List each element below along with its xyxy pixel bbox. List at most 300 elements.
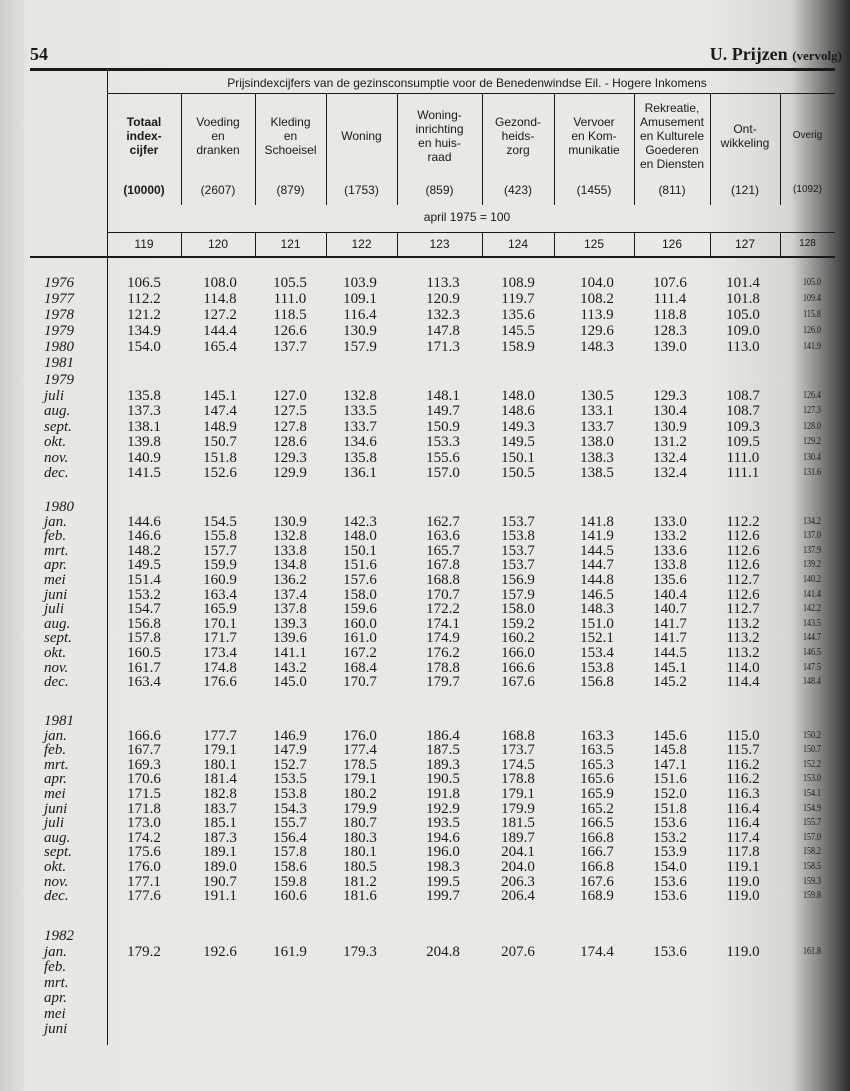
table-cell: 163.4 [203,586,237,603]
table-cell: 137.7 [273,339,307,355]
table-cell: 144.7 [803,632,821,644]
table-cell: 140.9 [127,449,161,466]
table-cell: 174.4 [580,943,614,960]
column-header-line: dranken [196,143,240,157]
table-cell: 161.0 [343,630,377,647]
table-cell: 151.6 [653,771,687,788]
table-cell: 147.9 [273,742,307,759]
table-cell: 151.8 [653,800,687,817]
table-cell: 133.0 [653,513,687,530]
table-cell: 147.1 [653,756,687,773]
table-cell: 163.4 [127,674,161,691]
table-cell: 129.3 [653,387,687,404]
table-cell: 166.0 [501,645,535,661]
row-label: dec. [44,674,69,691]
table-cell: 174.9 [426,630,460,647]
table-cell: 176.0 [343,727,377,744]
table-cell: 192.9 [426,800,460,817]
table-cell: 108.7 [726,387,760,404]
table-cell: 173.7 [501,742,535,759]
row-label: 1976 [44,275,74,291]
row-label: jan. [44,727,67,744]
column-header-line: Gezond- [494,115,542,129]
column-weight: (811) [658,183,686,197]
table-cell: 131.6 [803,467,821,478]
row-label: dec. [44,465,69,481]
table-cell: 148.3 [580,601,614,618]
table-cell: 129.9 [273,465,307,481]
row-label: mrt. [44,756,69,773]
table-cell: 140.7 [653,601,687,618]
table-cell: 170.1 [203,615,237,632]
table-cell: 135.8 [127,387,161,404]
table-cell: 147.4 [203,403,237,419]
table-cell: 180.2 [343,786,377,802]
table-cell: 161.9 [273,943,307,960]
row-label: dec. [44,888,69,905]
table-cell: 153.6 [653,888,687,905]
table-cell: 185.1 [203,815,237,832]
table-cell: 160.5 [127,645,161,661]
table-cell: 137.4 [273,586,307,603]
table-cell: 126.6 [273,323,307,339]
table-cell: 181.2 [343,873,377,890]
column-header [181,96,255,176]
table-cell: 180.5 [343,859,377,875]
table-cell: 189.0 [203,859,237,875]
row-label: mei [44,1005,66,1022]
table-cell: 137.8 [273,601,307,618]
column-header-line: index- [126,129,162,143]
table-cell: 182.8 [203,786,237,802]
table-cell: 108.9 [501,275,535,291]
table-cell: 196.0 [426,844,460,861]
table-cell: 145.2 [653,674,687,691]
table-cell: 108.2 [580,291,614,307]
column-header [482,96,554,176]
table-cell: 178.8 [501,771,535,788]
row-label: nov. [44,449,69,466]
column-header-line: Woning [341,129,382,143]
table-cell: 159.8 [273,873,307,890]
table-cell: 168.4 [343,659,377,676]
table-cell: 191.8 [426,786,460,802]
column-header-line: en huis- [418,136,461,150]
column-header-line: Schoeisel [264,143,317,157]
table-cell: 130.9 [343,323,377,339]
table-cell: 148.3 [580,339,614,355]
table-cell: 144.6 [127,513,161,530]
table-cell: 187.3 [203,829,237,846]
table-cell: 204.8 [426,943,460,960]
table-cell: 103.9 [343,275,377,291]
table-cell: 180.1 [343,844,377,861]
table-cell: 161.7 [127,659,161,676]
row-label: nov. [44,873,69,890]
row-label: juli [44,601,65,618]
row-label: mei [44,572,66,588]
table-cell: 157.8 [127,630,161,647]
row-label: apr. [44,990,67,1006]
table-cell: 154.9 [803,802,821,814]
column-header-line: zorg [506,143,530,157]
table-cell: 170.7 [426,586,460,603]
column-weight: (1092) [793,184,822,195]
table-cell: 118.5 [273,307,307,323]
table-cell: 177.6 [127,888,161,905]
table-cell: 152.7 [273,756,307,773]
table-cell: 174.5 [501,756,535,773]
row-label: apr. [44,771,67,788]
table-cell: 183.7 [203,800,237,817]
table-cell: 151.6 [343,557,377,574]
table-cell: 163.3 [580,727,614,744]
table-cell: 152.6 [203,465,237,481]
column-code: 122 [351,237,372,251]
row-label: sept. [44,418,72,435]
table-cell: 155.7 [803,817,821,829]
section-title-main: U. Prijzen [709,44,788,64]
table-cell: 135.6 [653,572,687,588]
column-header-line: Overig [792,130,823,141]
row-label: 1978 [44,307,74,323]
table-cell: 106.5 [127,275,161,291]
table-cell: 109.4 [803,293,821,304]
table-cell: 116.3 [726,786,760,802]
table-cell: 146.5 [580,586,614,603]
column-header-text [107,115,181,157]
table-cell: 155.8 [203,528,237,545]
table-cell: 138.0 [580,434,614,450]
table-cell: 139.0 [653,339,687,355]
column-code: 123 [429,237,450,251]
table-cell: 150.1 [343,542,377,559]
table-cell: 145.1 [653,659,687,676]
table-cell: 109.3 [726,418,760,435]
table-cell: 115.8 [803,309,821,320]
table-cell: 166.8 [580,829,614,846]
table-cell: 173.4 [203,645,237,661]
table-cell: 112.6 [726,542,760,559]
table-cell: 172.2 [426,601,460,618]
table-cell: 153.8 [580,659,614,676]
table-cell: 101.8 [726,291,760,307]
column-code: 119 [134,237,154,251]
column-code: 127 [734,237,756,251]
table-cell: 136.1 [343,465,377,481]
table-cell: 132.8 [343,387,377,404]
table-cell: 132.3 [426,307,460,323]
table-cell: 141.9 [580,528,614,545]
table-cell: 174.1 [426,615,460,632]
table-cell: 179.3 [343,943,377,960]
table-cell: 145.1 [203,387,237,404]
table-cell: 149.5 [501,434,535,450]
column-header [780,96,835,176]
table-cell: 159.8 [803,890,821,902]
table-cell: 166.7 [580,844,614,861]
row-label: feb. [44,959,67,975]
table-cell: 133.7 [343,418,377,435]
table-cell: 168.9 [580,888,614,905]
table-cell: 113.2 [726,630,760,647]
column-header-line: raad [427,150,452,164]
table-cell: 163.6 [426,528,460,545]
table-cell: 160.6 [273,888,307,905]
table-cell: 132.8 [273,528,307,545]
column-header-text [397,108,482,164]
table-cell: 134.8 [273,557,307,574]
table-cell: 159.6 [343,601,377,618]
table-cell: 199.5 [426,873,460,890]
column-header-line: en Diensten [639,157,705,171]
table-cell: 189.3 [426,756,460,773]
table-cell: 117.8 [726,844,760,861]
table-cell: 144.4 [203,323,237,339]
table-cell: 173.0 [127,815,161,832]
table-cell: 119.0 [726,888,760,905]
table-cell: 168.8 [501,727,535,744]
table-cell: 174.8 [203,659,237,676]
table-cell: 179.1 [343,771,377,788]
table-cell: 144.7 [580,557,614,574]
table-cell: 165.4 [203,339,237,355]
table-cell: 153.6 [653,815,687,832]
table-cell: 143.2 [273,659,307,676]
table-cell: 130.4 [803,451,821,463]
table-cell: 108.7 [726,403,760,419]
table-cell: 174.2 [127,829,161,846]
table-cell: 151.0 [580,615,614,632]
table-cell: 119.7 [501,291,535,307]
table-cell: 113.2 [726,645,760,661]
column-header-line: en Kom- [571,129,617,143]
table-cell: 171.8 [127,800,161,817]
column-code: 125 [583,237,605,251]
table-cell: 165.9 [580,786,614,802]
table-cell: 165.2 [580,800,614,817]
column-header-line: munikatie [568,143,620,157]
table-cell: 165.3 [580,756,614,773]
row-label: okt. [44,434,67,450]
table-cell: 101.4 [726,275,760,291]
table-cell: 166.6 [127,727,161,744]
table-cell: 119.0 [726,943,760,960]
section-year-label: 1980 [44,499,74,515]
table-cell: 157.0 [426,465,460,481]
table-cell: 186.4 [426,727,460,744]
table-cell: 133.1 [580,403,614,419]
table-cell: 156.8 [127,615,161,632]
table-cell: 109.1 [343,291,377,307]
table-cell: 130.9 [273,513,307,530]
table-cell: 154.3 [273,800,307,817]
table-cell: 153.6 [653,943,687,960]
page-number: 54 [30,44,48,64]
column-header-line: en [283,129,298,143]
table-cell: 130.9 [653,418,687,435]
table-cell: 150.7 [203,434,237,450]
row-label: mei [44,786,66,802]
table-cell: 130.5 [580,387,614,404]
table-cell: 165.7 [426,542,460,559]
column-header-line: inrichting [415,122,464,136]
table-cell: 151.4 [127,572,161,588]
column-weight: (423) [503,183,532,197]
table-cell: 141.1 [273,645,307,661]
table-cell: 135.6 [501,307,535,323]
table-cell: 127.5 [273,403,307,419]
section-year-label: 1979 [44,372,74,388]
table-cell: 112.2 [726,513,760,530]
table-cell: 117.4 [726,829,760,846]
row-label: mrt. [44,542,69,559]
table-cell: 147.8 [426,323,460,339]
row-label: juli [44,815,65,832]
column-code: 124 [507,237,529,251]
table-cell: 165.9 [203,601,237,618]
table-cell: 166.5 [580,815,614,832]
table-cell: 114.0 [726,659,760,676]
table-cell: 114.8 [203,291,237,307]
column-header [634,96,710,176]
table-cell: 145.6 [653,727,687,744]
table-cell: 154.7 [127,601,161,618]
table-cell: 178.8 [426,659,460,676]
table-cell: 130.4 [653,403,687,419]
table-cell: 137.0 [803,530,821,542]
table-cell: 158.9 [501,339,535,355]
table-cell: 154.0 [653,859,687,875]
table-cell: 127.8 [273,418,307,435]
table-cell: 138.1 [127,418,161,435]
column-code: 128 [799,238,816,249]
row-label: 1979 [44,323,74,339]
table-cell: 153.2 [127,586,161,603]
table-cell: 141.4 [803,588,821,600]
table-cell: 133.8 [653,557,687,574]
table-cell: 171.3 [426,339,460,355]
table-cell: 149.5 [127,557,161,574]
column-header-line: Vervoer [573,115,615,129]
column-header-text [482,115,554,157]
table-cell: 148.4 [803,676,821,688]
table-cell: 133.8 [273,542,307,559]
table-cell: 191.1 [203,888,237,905]
table-cell: 126.0 [803,325,821,336]
table-cell: 177.7 [203,727,237,744]
table-cell: 143.5 [803,617,821,629]
table-cell: 112.7 [726,601,760,618]
table-cell: 152.1 [580,630,614,647]
table-cell: 167.8 [426,557,460,574]
table-cell: 155.7 [273,815,307,832]
table-cell: 179.9 [343,800,377,817]
table-cell: 119.0 [726,873,760,890]
row-label: okt. [44,645,67,661]
column-header-line: Goederen [645,143,699,157]
table-cell: 144.5 [653,645,687,661]
title-rule [107,93,835,94]
table-cell: 158.0 [501,601,535,618]
table-cell: 148.9 [203,418,237,435]
table-cell: 179.2 [127,943,161,960]
table-cell: 140.2 [803,574,821,585]
table-cell: 145.5 [501,323,535,339]
table-cell: 138.5 [580,465,614,481]
table-top-rule [30,68,835,71]
table-cell: 128.0 [803,420,821,432]
table-cell: 108.0 [203,275,237,291]
table-cell: 160.2 [501,630,535,647]
table-cell: 176.0 [127,859,161,875]
table-cell: 157.6 [343,572,377,588]
table-cell: 169.3 [127,756,161,773]
table-cell: 160.0 [343,615,377,632]
table-cell: 167.6 [501,674,535,691]
table-cell: 180.1 [203,756,237,773]
table-cell: 111.0 [273,291,307,307]
table-cell: 157.9 [343,339,377,355]
column-header-line: Totaal [126,115,162,129]
table-cell: 148.6 [501,403,535,419]
table-cell: 139.3 [273,615,307,632]
table-cell: 152.0 [653,786,687,802]
row-label: 1980 [44,339,74,355]
row-label: jan. [44,943,67,960]
column-header-text [181,115,255,157]
table-cell: 154.0 [127,339,161,355]
table-cell: 148.0 [343,528,377,545]
table-cell: 166.6 [501,659,535,676]
column-weight: (2607) [200,183,236,197]
column-header-line: Woning- [417,108,462,122]
column-header [255,96,326,176]
row-label: juni [44,586,68,603]
table-cell: 144.5 [580,542,614,559]
table-cell: 127.3 [803,405,821,416]
column-code: 121 [280,237,301,251]
table-cell: 206.3 [501,873,535,890]
table-cell: 151.8 [203,449,237,466]
table-cell: 150.5 [501,465,535,481]
table-cell: 199.7 [426,888,460,905]
table-cell: 179.9 [501,800,535,817]
table-cell: 131.2 [653,434,687,450]
table-cell: 116.2 [726,756,760,773]
column-header [326,96,397,176]
table-cell: 111.0 [726,449,760,466]
table-cell: 112.6 [726,528,760,545]
table-cell: 146.6 [127,528,161,545]
table-cell: 140.4 [653,586,687,603]
row-label: aug. [44,615,71,632]
table-cell: 133.2 [653,528,687,545]
table-cell: 129.6 [580,323,614,339]
table-cell: 138.3 [580,449,614,466]
row-label: mrt. [44,974,69,991]
table-cell: 187.5 [426,742,460,759]
row-label: nov. [44,659,69,676]
table-cell: 142.3 [343,513,377,530]
table-cell: 134.6 [343,434,377,450]
table-cell: 153.2 [653,829,687,846]
section-title-suffix: (vervolg) [792,48,842,63]
row-label: apr. [44,557,67,574]
table-cell: 153.7 [501,513,535,530]
table-cell: 156.8 [580,674,614,691]
table-cell: 153.6 [653,873,687,890]
